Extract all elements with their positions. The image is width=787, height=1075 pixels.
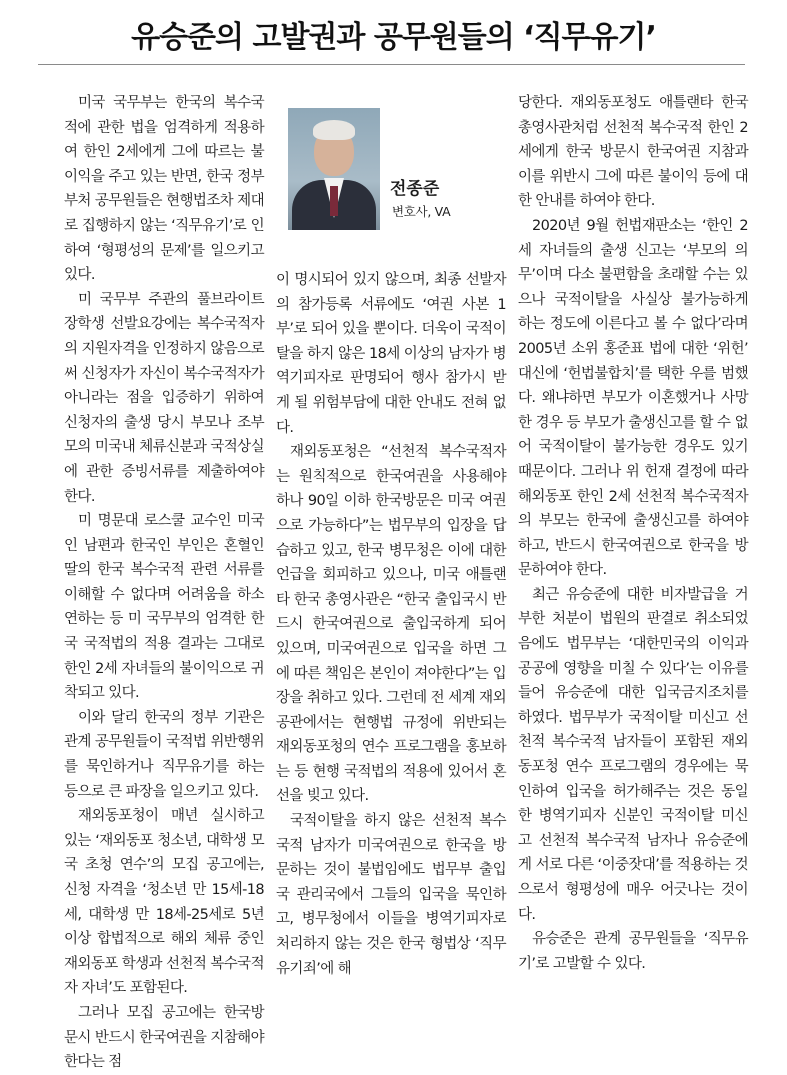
author-title: 변호사, VA (392, 204, 451, 219)
paragraph: 2020년 9월 헌법재판소는 ‘한인 2세 자녀들의 출생 신고는 ‘부모의 의무’이며 다소 불편함을 초래할 수는 있으나 국적이탈을 사실상 불가능하게 하는 정도에 이른다고 볼 수 없다’라며 2005년 소위 홍준표 법에 대한 ‘위헌’ 대신에 ‘헌법불합치’를 택한 우를 범했다. 왜냐하면 부모가 이혼했거나 사망한 경우 등 부모가 출생신고를 할 수 없어 국적이탈이 불가능한 경우도 있기 때문이다. 그러나 위 헌재 결정에 따라 해외동포 한인 2세 선천적 복수국적자의 부모는 한국에 출생신고를 하여야 하고, 반드시 한국여권으로 한국을 방문하여야 한다. (518, 217, 748, 579)
column-2 (276, 268, 506, 981)
paragraph: 재외동포청은 “선천적 복수국적자는 원칙적으로 한국여권을 사용해야 하나 90일 이하 한국방문은 미국 여권으로 가능하다”는 법무부의 입장을 답습하고 있고, 한국 병무청은 이에 대한 언급을 회피하고 있으나, 미국 애틀랜타 한국 총영사관은 “한국 출입국시 반드시 한국여권으로 출입국하게 되어 있으며, 미국여권으로 입국을 하면 그에 따른 책임은 본인이 져야한다”는 입장을 취하고 있다. 그런데 전 세계 재외공관에서는 현행법 규정에 위반되는 재외동포청의 연수 프로그램을 홍보하는 등 현행 국적법의 적용에 있어서 혼선을 빚고 있다. (276, 444, 506, 805)
paragraph: 재외동포청이 매년 실시하고 있는 ‘재외동포 청소년, 대학생 모국 초청 연수’의 모집 공고에는, 신청 자격을 ‘청소년 만 15세-18세, 대학생 만 18세-25세로 5년 이상 합법적으로 해외 체류 중인 재외동포 학생과 선천적 복수국적자 자녀’도 포함된다. (64, 808, 264, 997)
author-name: 전종준 (390, 179, 440, 199)
headline-divider (38, 64, 745, 65)
paragraph: 그러나 모집 공고에는 한국방문시 반드시 한국여권을 지참해야 한다는 점 (64, 1004, 264, 1071)
paragraph: 국적이탈을 하지 않은 선천적 복수국적 남자가 미국여권으로 한국을 방문하는 것이 불법임에도 법무부 출입국 관리국에서 그들의 입국을 묵인하고, 병무청에서 이들을 병역기피자로 처리하지 않는 것은 한국 형법상 ‘직무유기죄’에 해 (276, 813, 506, 977)
paragraph: 최근 유승준에 대한 비자발급을 거부한 처분이 법원의 판결로 취소되었음에도 법무부는 ‘대한민국의 이익과 공공에 영향을 미칠 수 있다’는 이유를 들어 유승준에 대한 입국금지조치를 하였다. 법무부가 국적이탈 미신고 선천적 복수국적 남자들이 포함된 재외동포청 연수 프로그램의 경우에는 묵인하여 입국을 허가해주는 것은 동일한 병역기피자 신분인 국적이탈 미신고 선천적 복수국적 남자나 유승준에게 서로 다른 ‘이중잣대’를 적용하는 것으로서 형평성에 매우 어긋나는 것이다. (518, 586, 748, 923)
paragraph: 미 명문대 로스쿨 교수인 미국인 남편과 한국인 부인은 혼혈인 딸의 한국 복수국적 관련 서류를 이해할 수 없다며 어려움을 하소연하는 등 미 국무부의 엄격한 한국 국적법의 적용 결과는 그대로 한인 2세 자녀들의 불이익으로 귀착되고 있다. (64, 513, 264, 702)
author-profile (280, 102, 502, 244)
author-photo (288, 108, 380, 230)
column-1 (64, 91, 264, 1075)
article-headline: 유승준의 고발권과 공무원들의 ‘직무유기’ (131, 20, 656, 55)
paragraph: 이 명시되어 있지 않으며, 최종 선발자의 참가등록 서류에도 ‘여권 사본 1부’로 되어 있을 뿐이다. 더욱이 국적이탈을 하지 않은 18세 이상의 남자가 병역기피자로 판명되어 행사 참가시 받게 될 위험부담에 대한 안내도 전혀 없다. (276, 272, 506, 436)
paragraph: 당한다. 재외동포청도 애틀랜타 한국 총영사관처럼 선천적 복수국적 한인 2세에게 한국 방문시 한국여권 지참과 이를 위반시 그에 따른 불이익 등에 대한 안내를 하여야 한다. (518, 95, 748, 210)
paragraph: 유승준은 관계 공무원들을 ‘직무유기’로 고발할 수 있다. (518, 931, 748, 972)
column-3 (518, 91, 748, 976)
paragraph: 미국 국무부는 한국의 복수국적에 관한 법을 엄격하게 적용하여 한인 2세에게 그에 따르는 불이익을 주고 있는 반면, 한국 정부 부처 공무원들은 현행법조차 제대로 집행하지 않는 ‘직무유기’로 인하여 ‘형평성의 문제’를 일으키고 있다. (64, 95, 264, 284)
paragraph: 이와 달리 한국의 정부 기관은 관계 공무원들이 국적법 위반행위를 묵인하거나 직무유기를 하는 등으로 큰 파장을 일으키고 있다. (64, 709, 264, 800)
paragraph: 미 국무부 주관의 풀브라이트 장학생 선발요강에는 복수국적자의 지원자격을 인정하지 않음으로써 신청자가 자신이 복수국적자가 아니라는 점을 입증하기 위하여 신청자의 출생 당시 부모나 조부모의 미국내 체류신분과 국적상실에 관한 증빙서류를 제출하여야 한다. (64, 291, 264, 505)
